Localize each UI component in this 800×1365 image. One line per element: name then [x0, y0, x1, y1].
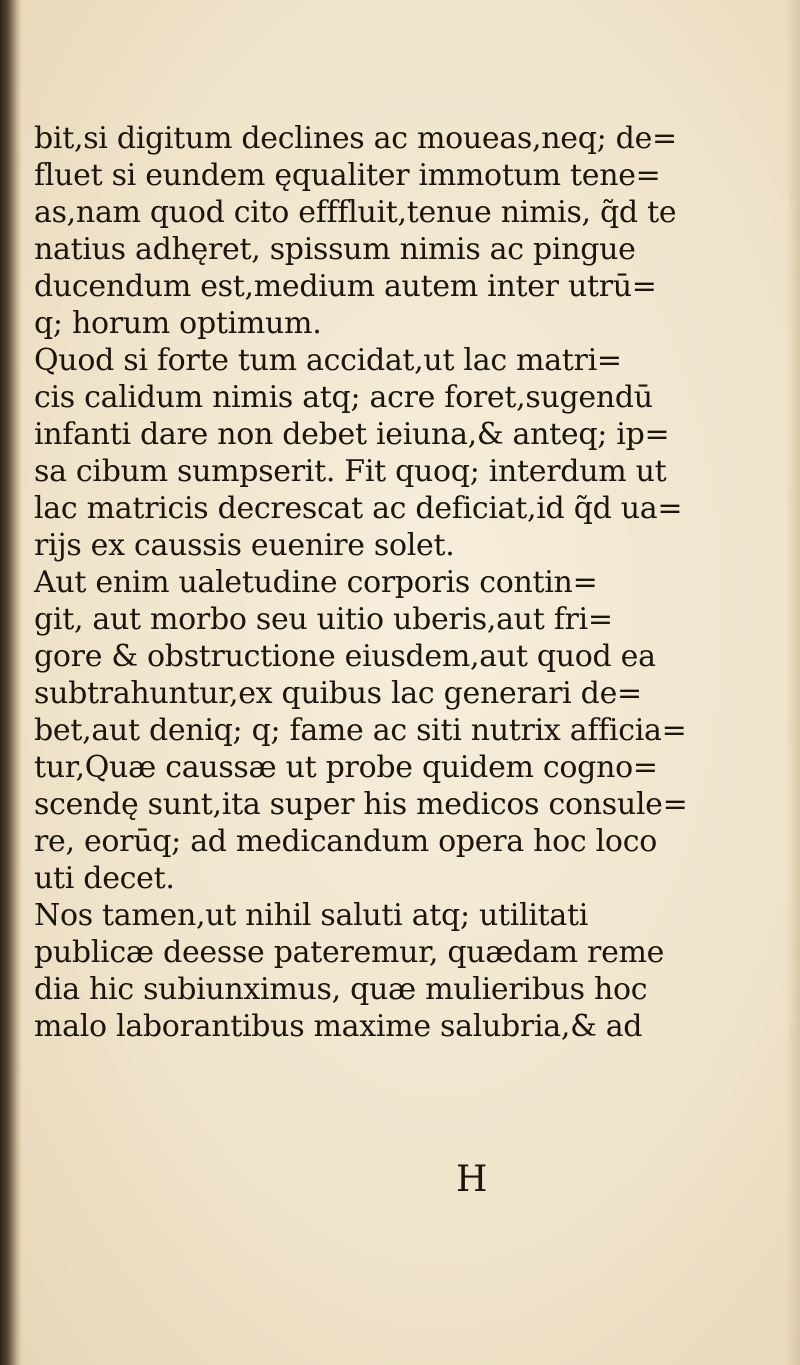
text-line: natius adhęret, spissum nimis ac pingue — [34, 232, 636, 267]
text-line: dia hic subiunximus, quæ mulieribus hoc — [34, 972, 648, 1007]
text-line: malo laborantibus maxime salubria,& ad — [34, 1009, 643, 1044]
text-line: ducendum est,medium autem inter utrū= — [34, 269, 657, 304]
text-line: git, aut morbo seu uitio uberis,aut fri= — [34, 602, 613, 637]
signature-mark: H — [456, 1159, 488, 1200]
page-edge — [786, 0, 800, 1365]
text-line: publicæ deesse pateremur, quædam reme — [34, 935, 665, 970]
text-line: sa cibum sumpserit. Fit quoq; interdum ut — [34, 454, 667, 489]
text-line: uti decet. — [34, 861, 175, 896]
text-line: scendę sunt,ita super his medicos consule= — [34, 787, 688, 822]
text-line: as,nam quod cito efffluit,tenue nimis, q̃d te — [34, 195, 677, 230]
text-line: re, eorūq; ad medicandum opera hoc loco — [34, 824, 657, 859]
text-line: tur,Quæ caussæ ut probe quidem cogno= — [34, 750, 658, 785]
text-line: q; horum optimum. — [34, 306, 322, 341]
text-line: Nos tamen,ut nihil saluti atq; utilitati — [34, 898, 589, 933]
text-line: infanti dare non debet ieiuna,& anteq; ip= — [34, 417, 670, 452]
text-line: rijs ex caussis euenire solet. — [34, 528, 455, 563]
text-line: bit,si digitum declines ac moueas,neq; de= — [34, 121, 677, 156]
text-line: bet,aut deniq; q; fame ac siti nutrix afficia= — [34, 713, 687, 748]
text-line: fluet si eundem ęqualiter immotum tene= — [34, 158, 661, 193]
binding-edge — [0, 0, 22, 1365]
text-line: Aut enim ualetudine corporis contin= — [34, 565, 598, 600]
text-line: gore & obstructione eiusdem,aut quod ea — [34, 639, 656, 674]
text-line: cis calidum nimis atq; acre foret,sugendū — [34, 380, 653, 415]
text-line: lac matricis decrescat ac deficiat,id q̃d ua= — [34, 491, 683, 526]
text-line: subtrahuntur,ex quibus lac generari de= — [34, 676, 642, 711]
text-line: Quod si forte tum accidat,ut lac matri= — [34, 343, 622, 378]
text-block — [34, 120, 688, 1045]
